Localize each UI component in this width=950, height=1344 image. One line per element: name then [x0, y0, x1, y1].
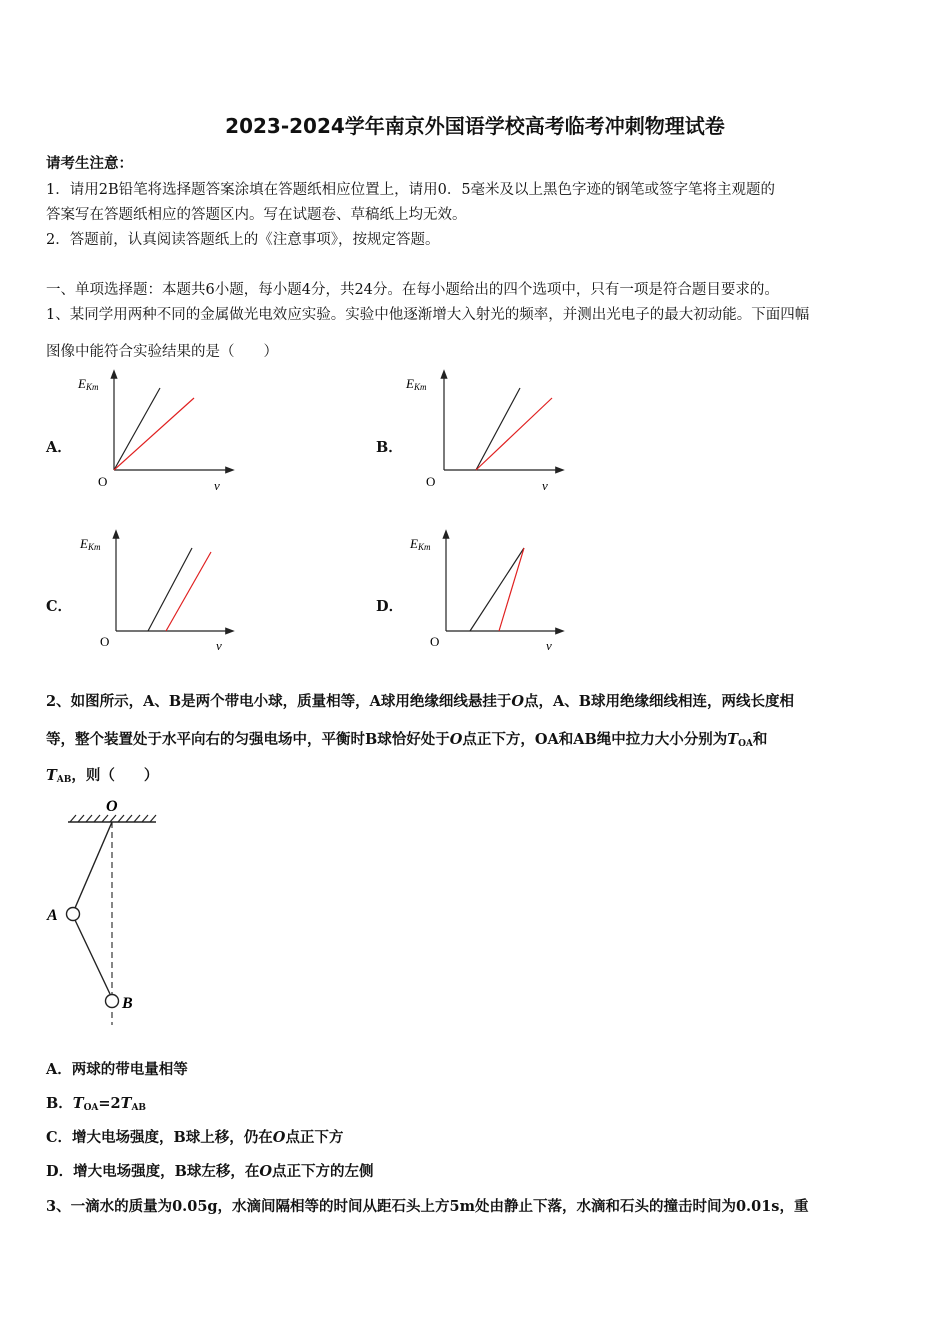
red-line — [499, 548, 524, 631]
origin-label: O — [98, 474, 108, 489]
y-label: EKm — [80, 536, 101, 552]
red-line — [114, 398, 194, 470]
q1-option-a-label: A． — [46, 439, 72, 456]
graph-d — [400, 528, 570, 658]
x-label: ν — [216, 638, 222, 653]
notice-heading: 请考生注意： — [46, 155, 133, 172]
red-line — [476, 398, 552, 470]
q2-option-c: C．增大电场强度，B球上移，仍在O点正下方 — [46, 1129, 344, 1146]
y-label: EKm — [410, 536, 431, 552]
origin-label: O — [430, 634, 440, 649]
q2-option-a: A．两球的带电量相等 — [46, 1061, 188, 1078]
q2-figure — [40, 795, 170, 1025]
q1-line-1: 1、某同学用两种不同的金属做光电效应实验。实验中他逐渐增大入射光的频率，并测出光电子的最大初动能。下面四幅 — [46, 307, 810, 323]
black-line — [476, 388, 520, 470]
graph-c — [70, 528, 240, 658]
q2-line-1: 2、如图所示，A、B是两个带电小球，质量相等，A球用绝缘细线悬挂于O点，A、B球用绝缘细线相连，两线长度相 — [46, 693, 794, 710]
label-b: B — [122, 995, 133, 1012]
ball-a — [67, 908, 80, 921]
x-label: ν — [546, 638, 552, 653]
notice-line-2: 答案写在答题纸相应的答题区内。写在试题卷、草稿纸上均无效。 — [46, 207, 467, 223]
notice-line-3: 2．答题前，认真阅读答题纸上的《注意事项》，按规定答题。 — [46, 232, 440, 248]
notice-line-1: 1．请用2B铅笔将选择题答案涂填在答题纸相应位置上，请用0．5毫米及以上黑色字迹的钢笔或签字笔将主观题的 — [46, 182, 776, 198]
ceiling-hatch — [70, 815, 156, 822]
label-o: O — [106, 798, 118, 815]
q1-option-d-label: D． — [376, 598, 404, 615]
black-line — [148, 548, 192, 631]
x-label: ν — [214, 478, 220, 493]
q1-option-b-label: B． — [376, 439, 403, 456]
string-oa — [75, 822, 112, 908]
q1-option-c-label: C． — [46, 598, 73, 615]
red-line — [166, 552, 211, 631]
q2-line-3: $T_{AB}$，则（ ） — [46, 767, 159, 785]
y-label: EKm — [406, 376, 427, 392]
q1-line-2: 图像中能符合实验结果的是（ ） — [46, 344, 278, 360]
label-a: A — [47, 907, 58, 924]
q2-line-2: 等，整个装置处于水平向右的匀强电场中，平衡时B球恰好处于O点正下方，OA和AB绳中拉力大小分别为$T_{OA}$和 — [46, 731, 768, 749]
x-label: ν — [542, 478, 548, 493]
page-title: 2023-2024学年南京外国语学校高考临考冲刺物理试卷 — [225, 114, 725, 138]
q2-option-d: D．增大电场强度，B球左移，在O点正下方的左侧 — [46, 1163, 374, 1180]
black-line — [114, 388, 160, 470]
q2-option-b: B．$T_{OA}=2T_{AB}$ — [46, 1095, 147, 1113]
graph-b — [400, 368, 570, 498]
black-line — [470, 548, 524, 631]
q3-line-1: 3、一滴水的质量为0.05g，水滴间隔相等的时间从距石头上方5m处由静止下落，水滴和石头的撞击时间为0.01s，重 — [46, 1198, 809, 1215]
origin-label: O — [100, 634, 110, 649]
graph-a — [70, 368, 240, 498]
ball-b — [106, 995, 119, 1008]
section-heading: 一、单项选择题：本题共6小题，每小题4分，共24分。在每小题给出的四个选项中，只有一项是符合题目要求的。 — [46, 282, 779, 298]
origin-label: O — [426, 474, 436, 489]
string-ab — [75, 920, 110, 994]
y-label: EKm — [78, 376, 99, 392]
